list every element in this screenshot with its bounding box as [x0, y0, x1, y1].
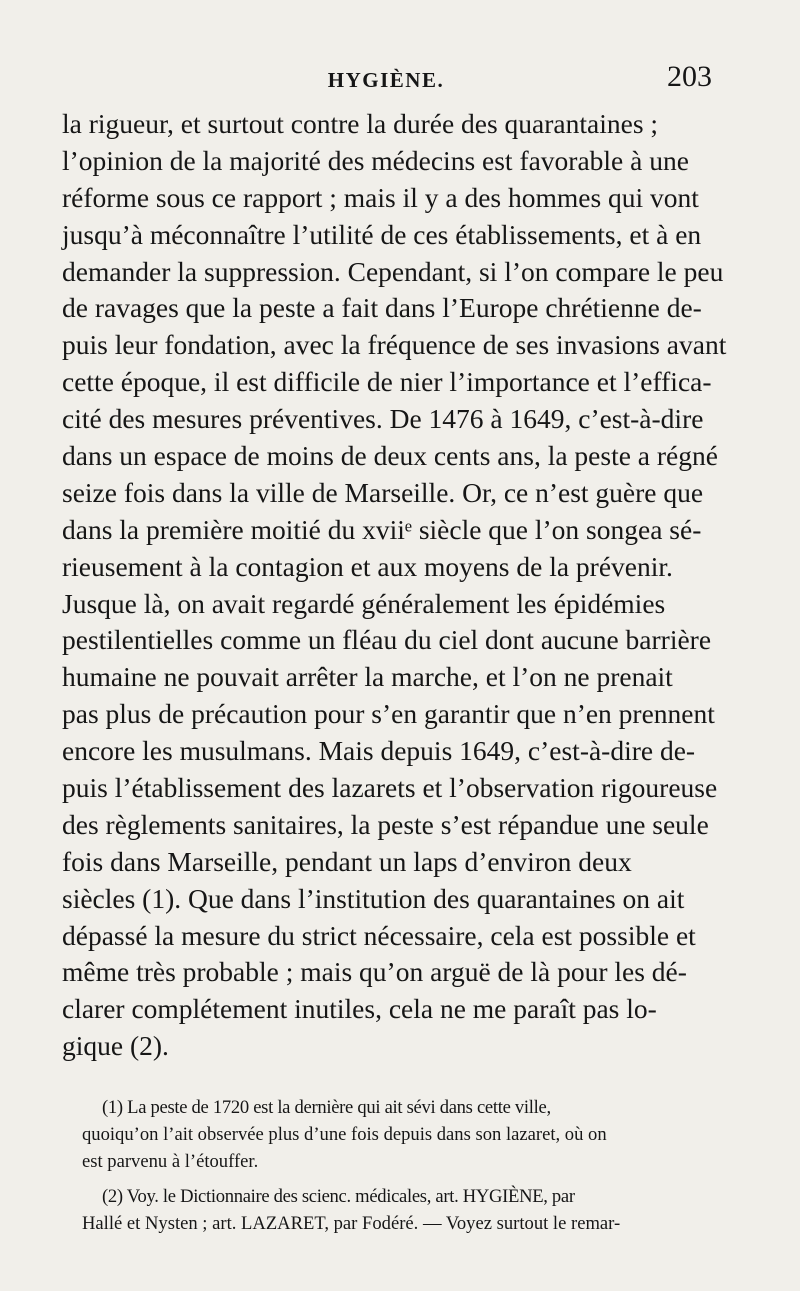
body-line: encore les musulmans. Mais depuis 1649, c’est-à-dire de-	[62, 735, 696, 767]
body-line: pestilentielles comme un fléau du ciel dont aucune barrière	[62, 624, 712, 656]
footnote	[82, 1183, 740, 1237]
body-line: clarer complétement inutiles, cela ne me paraît pas lo-	[62, 993, 657, 1025]
footnotes	[82, 1094, 740, 1237]
footnote-line: quoiqu’on l’ait observée plus d’une fois depuis dans son lazaret, où on	[82, 1124, 607, 1145]
body-line: dans un espace de moins de deux cents ans, la peste a régné	[62, 440, 718, 472]
body-line: dans la première moitié du xviiᵉ siècle que l’on songea sé-	[62, 513, 702, 545]
body-line: même très probable ; mais qu’on arguë de là pour les dé-	[62, 956, 687, 988]
body-line: siècles (1). Que dans l’institution des quarantaines on ait	[62, 882, 685, 914]
page-number: 203	[667, 60, 712, 93]
body-line: fois dans Marseille, pendant un laps d’environ deux	[62, 845, 632, 877]
running-title: HYGIÈNE.	[327, 68, 445, 92]
body-text	[62, 106, 728, 1065]
running-head	[62, 58, 710, 98]
body-line: dépassé la mesure du strict nécessaire, cela est possible et	[62, 919, 696, 951]
body-line: humaine ne pouvait arrêter la marche, et l’on ne prenait	[62, 661, 673, 693]
footnote-line: est parvenu à l’étouffer.	[82, 1151, 259, 1172]
body-line: demander la suppression. Cependant, si l’on compare le peu	[62, 255, 724, 287]
body-line: pas plus de précaution pour s’en garantir que n’en prennent	[62, 698, 715, 730]
body-line: seize fois dans la ville de Marseille. Or, ce n’est guère que	[62, 476, 704, 508]
body-line: l’opinion de la majorité des médecins est favorable à une	[62, 144, 689, 176]
body-line: réforme sous ce rapport ; mais il y a des hommes qui vont	[62, 181, 699, 213]
body-line: puis l’établissement des lazarets et l’observation rigoureuse	[62, 772, 718, 804]
body-line: puis leur fondation, avec la fréquence de ses invasions avant	[62, 329, 727, 361]
body-line: cité des mesures préventives. De 1476 à 1649, c’est-à-dire	[62, 403, 704, 435]
footnote	[82, 1094, 740, 1175]
body-line: Jusque là, on avait regardé généralement les épidémies	[62, 587, 666, 619]
body-line: cette époque, il est difficile de nier l’importance et l’effica-	[62, 366, 712, 398]
body-line: de ravages que la peste a fait dans l’Europe chrétienne de-	[62, 292, 702, 324]
body-line: gique (2).	[62, 1030, 169, 1062]
footnote-line: (2) Voy. le Dictionnaire des scienc. médicales, art. HYGIÈNE, par	[102, 1186, 575, 1207]
body-line: rieusement à la contagion et aux moyens de la prévenir.	[62, 550, 673, 582]
body-line: jusqu’à méconnaître l’utilité de ces établissements, et à en	[62, 218, 702, 250]
body-line: la rigueur, et surtout contre la durée des quarantaines ;	[62, 108, 659, 139]
footnote-line: (1) La peste de 1720 est la dernière qui ait sévi dans cette ville,	[102, 1097, 551, 1118]
footnote-line: Hallé et Nysten ; art. LAZARET, par Fodéré. — Voyez surtout le remar-	[82, 1213, 621, 1234]
footnote-gap	[82, 1175, 740, 1183]
body-line: des règlements sanitaires, la peste s’est répandue une seule	[62, 808, 709, 840]
